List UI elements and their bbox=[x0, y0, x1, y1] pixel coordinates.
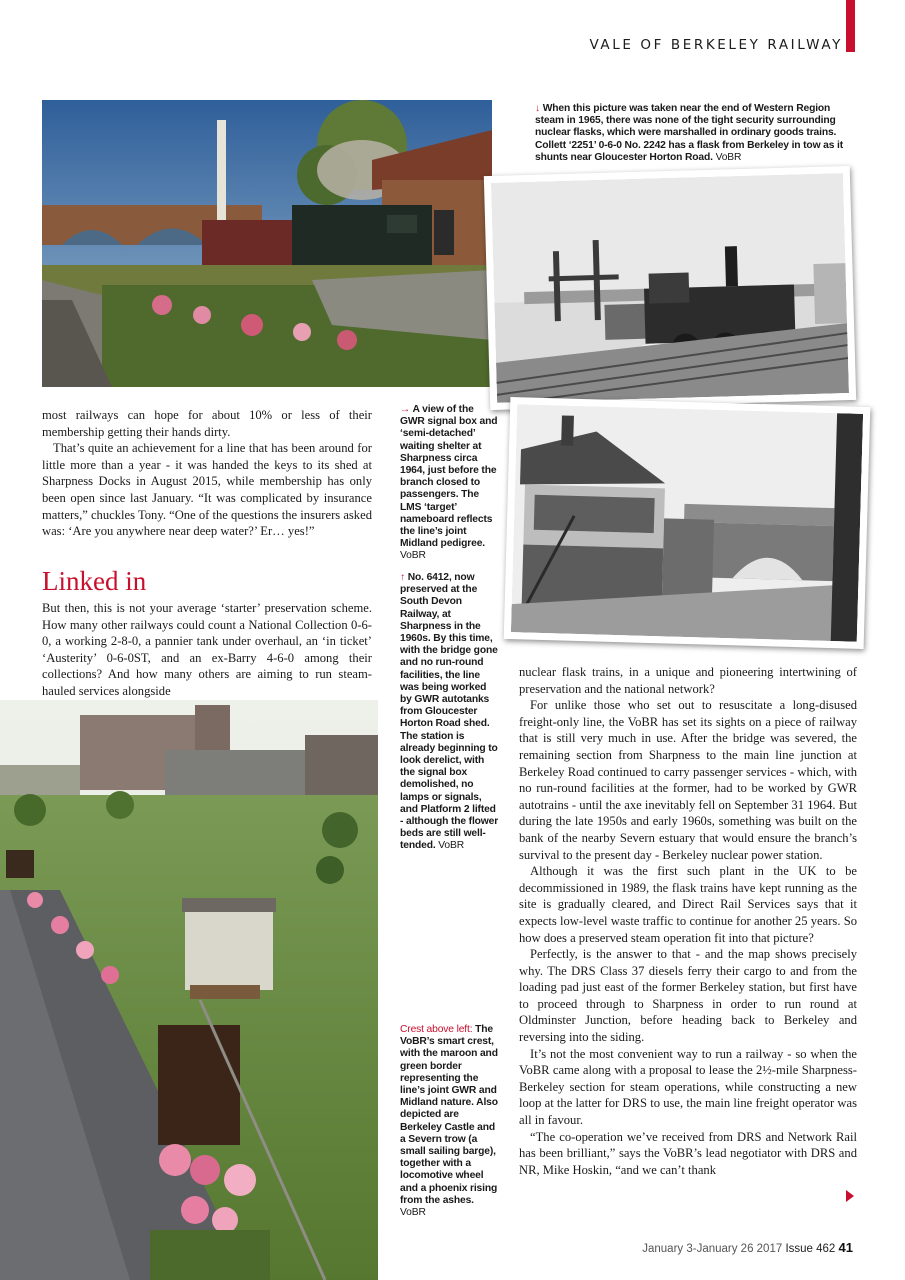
footer-date: January 3-January 26 2017 bbox=[642, 1243, 783, 1255]
arrow-down-icon: ↓ bbox=[535, 103, 540, 114]
arrow-right-icon: → bbox=[400, 404, 411, 415]
photo-collett-2242 bbox=[491, 173, 849, 403]
section-color-bar bbox=[846, 0, 855, 52]
arrow-up-icon: ↑ bbox=[400, 572, 405, 583]
page-number: 41 bbox=[838, 1240, 853, 1255]
photo-sharpness-platform-image bbox=[0, 700, 378, 1280]
section-header: VALE OF BERKELEY RAILWAY bbox=[589, 37, 843, 53]
photo-sharpness-6412 bbox=[42, 100, 492, 387]
caption-no-6412 bbox=[400, 572, 500, 853]
photo-collett-2242-frame bbox=[484, 166, 856, 410]
photo-credit: VoBR bbox=[715, 151, 742, 163]
left-column-body-2 bbox=[42, 600, 372, 700]
right-paragraph-6: “The co-operation we’ve received from DRS and Network Rail has been brilliant,” says the VoBR’s lead negotiator with DRS and NR, Mike Hoskin, “and we can’t thank bbox=[519, 1129, 857, 1177]
photo-signal-box-image bbox=[511, 404, 863, 642]
caption-crest bbox=[400, 1024, 500, 1219]
page-footer bbox=[642, 1240, 853, 1255]
photo-signal-box-frame bbox=[504, 397, 871, 649]
photo-sharpness-platform bbox=[0, 700, 378, 1280]
continue-triangle-icon bbox=[846, 1190, 854, 1202]
footer-issue: Issue 462 bbox=[785, 1243, 836, 1255]
caption-text: No. 6412, now preserved at the South Devon Railway, at Sharpness in the 1960s. By this time, with the bridge gone and no run-round facilities, the line was being worked by GWR autotanks from Gloucester Horton Road shed. The station is already beginning to look derelict, with the signal box demolished, no lamps or signals, and Platform 2 lifted - although the flower beds are still well-tended. bbox=[400, 572, 499, 852]
caption-nuclear-flask bbox=[535, 103, 851, 164]
left-paragraph-1: most railways can hope for about 10% or less of their membership getting their hands dirty. bbox=[42, 408, 372, 439]
left-paragraph-3: But then, this is not your average ‘starter’ preservation scheme. How many other railways could count a National Collection 0-6-0, a working 2-8-0, a pannier tank under overhaul, an ‘in ticket’ ‘Austerity’ 0-6-0ST, and an ex-Barry 4-6-0 among their collections? And how many others are aiming to run steam-hauled services alongside bbox=[42, 601, 372, 698]
photo-credit: VoBR bbox=[438, 840, 465, 852]
photo-collett-2242-image bbox=[491, 173, 849, 403]
caption-lead: Crest above left: bbox=[400, 1024, 473, 1035]
right-paragraph-3: Although it was the first such plant in the UK to be decommissioned in 1989, the flask trains have kept running as the site is gradually cleared, and Direct Rail Services says that it expects low-level waste traffic to continue for another 25 years. So how does a preserved steam operation fit into that picture? bbox=[519, 864, 857, 945]
photo-credit: VoBR bbox=[400, 550, 426, 562]
caption-text: A view of the GWR signal box and ‘semi-detached’ waiting shelter at Sharpness circa 1964, just before the branch closed to passengers. The LMS ‘target’ nameboard reflects the line’s joint Midland pedigree. bbox=[400, 404, 498, 550]
right-paragraph-4: Perfectly, is the answer to that - and the map shows precisely why. The DRS Class 37 diesels ferry their cargo to and from the loading pad just east of the former Berkeley station, but first have to proceed through to Sharpness in order to run round at Oldminster Junction, before heading back to Berkeley and reversing into the siding. bbox=[519, 947, 857, 1045]
left-column-body bbox=[42, 407, 372, 540]
right-column-body bbox=[519, 664, 857, 1178]
section-heading-linked-in: Linked in bbox=[42, 566, 147, 596]
right-paragraph-1: nuclear flask trains, in a unique and pioneering intertwining of preservation and the national network? bbox=[519, 665, 857, 696]
photo-sharpness-6412-image bbox=[42, 100, 492, 387]
caption-signal-box bbox=[400, 404, 500, 563]
right-paragraph-2: For unlike those who set out to resuscitate a long-disused freight-only line, the VoBR has set its sights on a piece of railway that is still very much in use. After the bridge was severed, the remaining section from Sharpness to the main line junction at Berkeley Road continued to carry passenger services - which, with no run-round facilities at the former, had to be worked by GWR autotrains - until the axe inevitably fell on September 31 1964. But during the late 1950s and early 1960s, something was built on the bank of the nearby Severn estuary that would ensure the branch’s survival to the present day - Berkeley nuclear power station. bbox=[519, 698, 857, 862]
caption-text: The VoBR’s smart crest, with the maroon and green border representing the line’s joint GWR and Midland nature. Also depicted are Berkeley Castle and a Severn trow (a small sailing barge), together with a locomotive wheel and a phoenix rising from the ashes. bbox=[400, 1024, 498, 1206]
right-paragraph-5: It’s not the most convenient way to run a railway - so when the VoBR came along with a proposal to lease the 2½-mile Sharpness-Berkeley section for steam operations, while constructing a new loop at the latter for DRS to use, the main line freight operator was all in favour. bbox=[519, 1046, 857, 1128]
caption-text: When this picture was taken near the end of Western Region steam in 1965, there was none of the tight security surrounding nuclear flasks, which were marshalled in ordinary goods trains. Collett ‘2251’ 0-6-0 No. 2242 has a flask from Berkeley in tow as it shunts near Gloucester Horton Road. bbox=[535, 103, 843, 163]
photo-signal-box bbox=[511, 404, 863, 642]
photo-credit: VoBR bbox=[400, 1207, 426, 1219]
left-paragraph-2: That’s quite an achievement for a line that has been around for little more than a year - it was handed the keys to its shed at Sharpness Docks in August 2015, while membership has only been open since last January. “It was complicated by insurance matters,” chuckles Tony. “One of the questions the insurers asked was: ‘Are you anywhere near deep water?’ Er… yes!” bbox=[42, 441, 372, 539]
